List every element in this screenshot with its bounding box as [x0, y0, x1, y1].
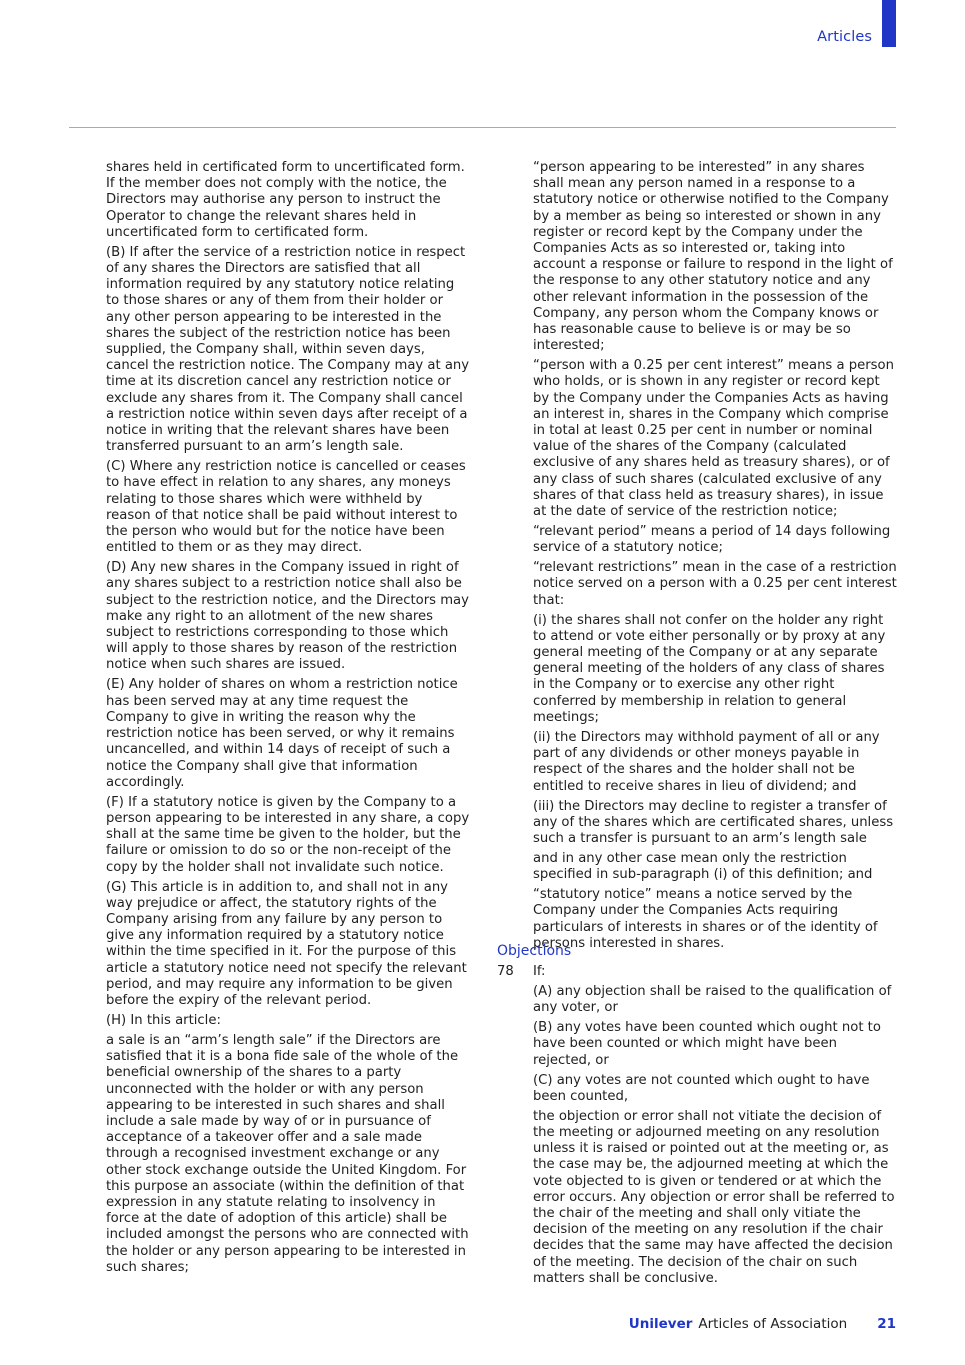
objection-paragraph: the objection or error shall not vitiate the decision of the meeting or adjourned meeting on any resolution unless it is raised or pointed out at the meeting or, as the case may be, the adjourned meeting at which the vote objected to is given or tendered or at which the error occurs. Any objection or error shall be referred to the chair of the meeting and shall only vitiate the decision of the meeting on any resolution if the chair decides that the same may have affected the decision of the meeting. The decision of the chair on such matters shall be conclusive. — [533, 1108, 895, 1286]
paragraph: (F) If a statutory notice is given by the Company to a person appearing to be interested in any share, a copy shall at the same time be given to the holder, but the failure or omission to do so or the non-receipt of the copy by the holder shall not invalidate such notice. — [106, 794, 470, 875]
objections-body — [533, 964, 897, 1291]
definition-paragraph: (iii) the Directors may decline to register a transfer of any of the shares which are certificated shares, unless such a transfer is pursuant to an arm’s length sale — [533, 798, 894, 846]
left-column — [106, 160, 471, 1280]
paragraph: (G) This article is in addition to, and shall not in any way prejudice or affect, the statutory rights of the Company arising from any failure by any person to give any information required by a statutory notice within the time specified in it. For the purpose of this article a statutory notice need not specify the relevant period, and may require any information to be given before the expiry of the relevant period. — [106, 879, 467, 1008]
objection-paragraph: (B) any votes have been counted which ought not to have been counted or which might have been rejected, or — [533, 1020, 881, 1068]
definition-paragraph: “relevant period” means a period of 14 days following service of a statutory notice; — [533, 524, 891, 556]
definition-paragraph: “person appearing to be interested” in any shares shall mean any person named in a response to a statutory notice or otherwise notified to the Company by a member as being so interested or shown in any register or record kept by the Company under the Companies Acts as so interested or, taking into account a response or failure to respond in the light of the response to any other statutory notice and any other relevant information in the possession of the Company, any person whom the Company knows or has reasonable cause to believe is or may be so interested; — [533, 160, 893, 354]
paragraph: (C) Where any restriction notice is cancelled or ceases to have effect in relation to any shares, any moneys relating to those shares which were withheld by reason of that notice shall be paid without interest to the person who would but for the notice have been entitled to them or as they may direct. — [106, 459, 466, 556]
article-number: 78 — [497, 964, 514, 979]
paragraph: a sale is an “arm’s length sale” if the Directors are satisfied that it is a bona fide sale of the whole of the beneficial ownership of the shares to a party unconnected with the holder or with any person appearing to be interested in such shares and shall include a sale made by way of or in pursuance of acceptance of a takeover offer and a sale made through a recognised investment exchange or any other stock exchange outside the United Kingdom. For this purpose an associate (within the definition of that expression in any statute relating to insolvency in force at the date of adoption of this article) shall be included amongst the persons who are connected with the holder or any person appearing to be interested in such shares; — [106, 1032, 469, 1275]
footer-document-title: Articles of Association — [698, 1316, 848, 1332]
objections-heading: Objections — [497, 943, 572, 959]
right-column — [533, 160, 897, 956]
definition-paragraph: (i) the shares shall not confer on the holder any right to attend or vote either personally or by proxy at any general meeting of the Company or at any separate general meeting of the holders of any class of shares in the Company or to exercise any other right conferred by membership in relation to general meetings; — [533, 612, 886, 725]
header-divider — [69, 127, 896, 128]
paragraph: (B) If after the service of a restriction notice in respect of any shares the Directors are satisfied that all information required by any statutory notice relating to those shares or any of them from their holder or any other person appearing to be interested in the shares the subject of the restriction notice has been supplied, the Company shall, within seven days, cancel the restriction notice. The Company may at any time at its discretion cancel any restriction notice or exclude any shares from it. The Company shall cancel a restriction notice within seven days after receipt of a notice in writing that the relevant shares have been transferred pursuant to an arm’s length sale. — [106, 244, 470, 455]
definition-paragraph: (ii) the Directors may withhold payment of all or any part of any dividends or other moneys payable in respect of the shares and the holder shall not be entitled to receive shares in lieu of dividend; and — [533, 729, 880, 794]
paragraph: (E) Any holder of shares on whom a restriction notice has been served may at any time request the Company to give in writing the reason why the restriction notice has been served, or why it remains uncancelled, and within 14 days of receipt of such a notice the Company shall give that information accordingly. — [106, 677, 458, 790]
objection-paragraph: (A) any objection shall be raised to the qualification of any voter, or — [533, 984, 892, 1016]
paragraph: shares held in certificated form to uncertificated form. If the member does not comply with the notice, the Directors may authorise any person to instruct the Operator to change the relevant shares held in uncertificated form to certificated form. — [106, 160, 465, 240]
paragraph: (H) In this article: — [106, 1012, 221, 1028]
page-footer — [629, 1316, 896, 1332]
page-number: 21 — [877, 1316, 896, 1332]
objection-paragraph: If: — [533, 964, 546, 979]
definition-paragraph: “relevant restrictions” mean in the case of a restriction notice served on a person with a 0.25 per cent interest that: — [533, 560, 897, 608]
section-label: Articles — [817, 29, 872, 45]
definition-paragraph: and in any other case mean only the restriction specified in sub-paragraph (i) of this definition; and — [533, 850, 873, 883]
definition-paragraph: “person with a 0.25 per cent interest” means a person who holds, or is shown in any register or record kept by the Company under the Companies Acts as having an interest in, shares in the Company which comprise in total at least 0.25 per cent in number or nominal value of the shares of the Company (calculated exclusive of any shares held as treasury shares), or of any class of such shares (calculated exclusive of any shares of that class held as treasury shares), in issue at the date of service of the restriction notice; — [533, 358, 894, 520]
objection-paragraph: (C) any votes are not counted which ought to have been counted, — [533, 1072, 870, 1104]
footer-brand: Unilever — [628, 1316, 693, 1332]
definition-paragraph: “statutory notice” means a notice served by the Company under the Companies Acts requiring particulars of interests in shares or of the identity of persons interested in shares. — [533, 887, 878, 951]
section-tab-marker — [882, 0, 896, 47]
paragraph: (D) Any new shares in the Company issued in right of any shares subject to a restriction notice shall also be subject to the restriction notice, and the Directors may make any right to an allotment of the new shares subject to restrictions corresponding to those which will apply to those shares by reason of the restriction notice when such shares are issued. — [106, 560, 469, 673]
